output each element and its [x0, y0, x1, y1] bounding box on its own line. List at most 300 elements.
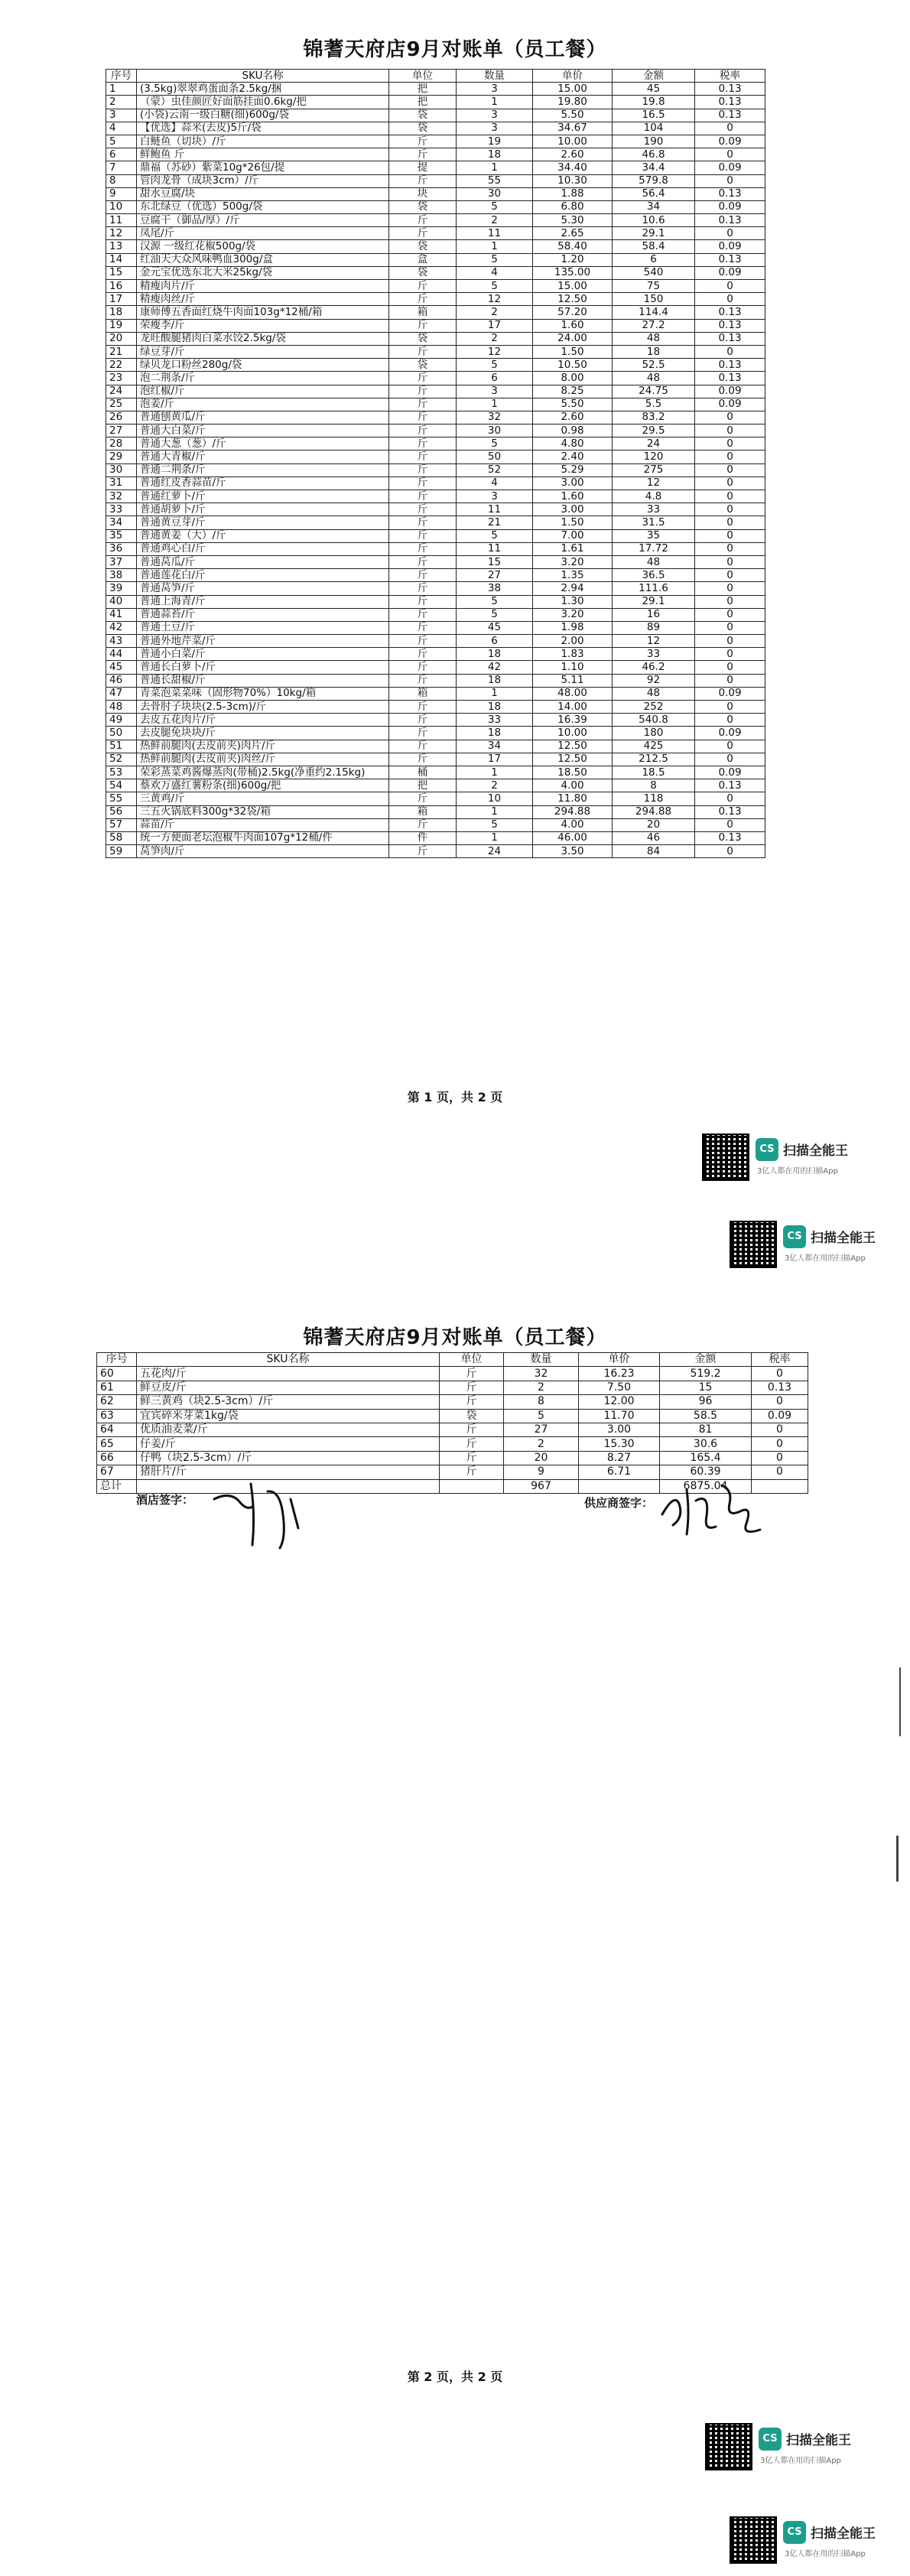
table-cell: 50: [106, 727, 137, 740]
table-cell: 斤: [389, 701, 457, 714]
table-cell: 0.09: [695, 240, 765, 253]
table-cell: 61: [97, 1381, 137, 1394]
table-cell: 5: [457, 359, 533, 372]
table-cell: 4: [457, 266, 533, 279]
table-cell: 56.4: [613, 187, 695, 200]
scan-edge-mark: [896, 1836, 899, 1882]
table-cell: 0.98: [533, 424, 613, 437]
table-cell: 1: [106, 83, 137, 96]
table-cell: 5: [457, 200, 533, 213]
table-cell: 32: [504, 1367, 579, 1381]
table-cell: 4: [457, 476, 533, 490]
table-row: [106, 450, 765, 463]
table-cell: 10: [457, 792, 533, 805]
table-cell: 46.2: [613, 661, 695, 674]
table-cell: 2.65: [533, 227, 613, 240]
table-cell: 0: [695, 463, 765, 476]
table-cell: 52: [106, 753, 137, 766]
table-cell: 12.50: [533, 293, 613, 306]
table-cell: 2.40: [533, 450, 613, 463]
table-cell: 38: [457, 582, 533, 595]
table-cell: 96: [660, 1395, 752, 1409]
table-row: [97, 1437, 808, 1451]
table-row: [106, 779, 765, 792]
table-cell: 斤: [440, 1395, 504, 1409]
column-header: SKU名称: [137, 1353, 440, 1367]
table-cell: 22: [106, 359, 137, 372]
table-cell: 18: [457, 148, 533, 161]
camscanner-tagline: 3亿人都在用的扫描App: [760, 2457, 841, 2465]
table-cell: 48: [613, 555, 695, 568]
table-cell: 甜水豆腐/块: [137, 187, 389, 200]
table-cell: 3.00: [533, 476, 613, 490]
table-cell: 6: [613, 253, 695, 266]
table-cell: 普通外地芹菜/斤: [137, 635, 389, 648]
table-cell: 0: [695, 635, 765, 648]
table-cell: 1.30: [533, 595, 613, 608]
table-cell: 普通大葱（葱）/斤: [137, 437, 389, 450]
table-cell: 34: [457, 740, 533, 753]
table-row: [106, 753, 765, 766]
table-cell: 11: [457, 503, 533, 516]
table-cell: 59: [106, 845, 137, 858]
table-cell: 39: [106, 582, 137, 595]
table-cell: 5.11: [533, 674, 613, 687]
table-cell: 优质油麦菜/斤: [137, 1423, 440, 1436]
table-cell: 5.30: [533, 214, 613, 227]
table-cell: 12.00: [579, 1395, 660, 1409]
table-cell: 普通长白萝卜/斤: [137, 661, 389, 674]
table-cell: 0.13: [695, 83, 765, 96]
table-cell: 1: [457, 805, 533, 818]
table-cell: 20: [504, 1451, 579, 1465]
table-cell: 0.13: [752, 1381, 808, 1394]
table-cell: 0: [695, 542, 765, 555]
table-cell: 1.35: [533, 569, 613, 582]
table-cell: 袋: [389, 266, 457, 279]
table-cell: 1: [457, 766, 533, 779]
table-cell: 38: [106, 569, 137, 582]
table-cell: 17.72: [613, 542, 695, 555]
table-header-row: [97, 1353, 808, 1367]
table-cell: 普通刨黄瓜/斤: [137, 411, 389, 424]
table-cell: 普通二荆条/斤: [137, 463, 389, 476]
table-row: [106, 319, 765, 332]
camscanner-tagline: 3亿人都在用的扫描App: [785, 1254, 866, 1263]
column-header: 单价: [579, 1353, 660, 1367]
table-cell: 0: [695, 608, 765, 621]
table-cell: 斤: [440, 1465, 504, 1479]
table-cell: 3.00: [579, 1423, 660, 1436]
table-cell: 275: [613, 463, 695, 476]
table-row: [106, 280, 765, 293]
table-cell: 0: [695, 411, 765, 424]
table-cell: 14.00: [533, 701, 613, 714]
table-cell: 斤: [440, 1451, 504, 1465]
table-cell: 32: [106, 490, 137, 503]
table-cell: 仔鸭（块2.5-3cm）/斤: [137, 1451, 440, 1465]
table-row: [106, 805, 765, 818]
table-cell: 37: [106, 555, 137, 568]
table-cell: 49: [106, 714, 137, 727]
table-row: [106, 122, 765, 135]
table-cell: 29.1: [613, 227, 695, 240]
table-cell: 27: [457, 569, 533, 582]
table-cell: （蒙）虫佳颜匠好面筋挂面0.6kg/把: [137, 96, 389, 109]
table-cell: 35: [106, 529, 137, 542]
column-header: 税率: [695, 70, 765, 83]
table-row: [106, 635, 765, 648]
table-cell: 135.00: [533, 266, 613, 279]
table-cell: 0: [695, 293, 765, 306]
table-cell: 斤: [389, 319, 457, 332]
table-cell: 0: [695, 621, 765, 634]
table-row: [106, 109, 765, 122]
table-cell: 1: [457, 240, 533, 253]
table-cell: 0.13: [695, 187, 765, 200]
table-cell: 7: [106, 161, 137, 174]
table-cell: 66: [97, 1451, 137, 1465]
table-cell: 9: [106, 187, 137, 200]
table-cell: 57: [106, 818, 137, 831]
table-cell: 把: [389, 83, 457, 96]
table-cell: 0: [695, 818, 765, 831]
table-cell: 54: [106, 779, 137, 792]
table-cell: 2.60: [533, 148, 613, 161]
hotel-signature: [206, 1469, 336, 1553]
table-cell: 27: [106, 424, 137, 437]
table-cell: 81: [660, 1423, 752, 1436]
table-cell: 7.50: [579, 1381, 660, 1394]
table-row: [106, 792, 765, 805]
table-cell: 去皮腿免块块/斤: [137, 727, 389, 740]
table-cell: 斤: [389, 714, 457, 727]
table-cell: 52: [457, 463, 533, 476]
table-cell: 50: [457, 450, 533, 463]
table-cell: 箱: [389, 805, 457, 818]
table-row: [106, 740, 765, 753]
table-row: [106, 437, 765, 450]
table-cell: 袋: [389, 240, 457, 253]
camscanner-logo-icon: CS: [783, 2521, 806, 2544]
table-cell: 967: [504, 1479, 579, 1493]
table-cell: [440, 1479, 504, 1493]
table-cell: 12: [457, 345, 533, 358]
table-cell: 16.5: [613, 109, 695, 122]
table-cell: 1.98: [533, 621, 613, 634]
table-cell: 84: [613, 845, 695, 858]
table-cell: 17: [106, 293, 137, 306]
table-cell: 康师傅五香面红烧牛肉面103g*12桶/箱: [137, 306, 389, 319]
column-header: 数量: [504, 1353, 579, 1367]
table-cell: 0.13: [695, 372, 765, 385]
table-cell: 32: [457, 411, 533, 424]
table-cell: 0: [695, 503, 765, 516]
table-row: [106, 845, 765, 858]
table-cell: 67: [97, 1465, 137, 1479]
table-cell: 41: [106, 608, 137, 621]
table-cell: 14: [106, 253, 137, 266]
table-cell: 0.09: [695, 161, 765, 174]
table-cell: 19.8: [613, 96, 695, 109]
table-cell: 斤: [389, 490, 457, 503]
camscanner-badge: [702, 1134, 893, 1182]
table-cell: 63: [97, 1409, 137, 1423]
camscanner-logo-icon: CS: [756, 1138, 778, 1161]
table-cell: 4.8: [613, 490, 695, 503]
table-cell: 16: [106, 280, 137, 293]
table-cell: 9: [504, 1465, 579, 1479]
table-cell: 15: [660, 1381, 752, 1394]
table-cell: 6: [457, 635, 533, 648]
table-row: [106, 542, 765, 555]
table-cell: 56: [106, 805, 137, 818]
table-row: [106, 661, 765, 674]
table-cell: 34.40: [533, 161, 613, 174]
table-cell: 0: [695, 450, 765, 463]
column-header: 金额: [660, 1353, 752, 1367]
camscanner-logo-icon: CS: [783, 1225, 806, 1248]
table-cell: 294.88: [613, 805, 695, 818]
table-row: [106, 200, 765, 213]
table-cell: 6: [106, 148, 137, 161]
table-row: [106, 766, 765, 779]
table-cell: 2: [457, 332, 533, 345]
qr-code-icon: [730, 2516, 777, 2564]
table-cell: 0: [752, 1423, 808, 1436]
table-cell: 三五火锅底料300g*32袋/箱: [137, 805, 389, 818]
table-cell: 33: [613, 648, 695, 661]
table-cell: 斤: [389, 608, 457, 621]
table-cell: 3: [457, 83, 533, 96]
table-cell: 金元宝优选东北大米25kg/袋: [137, 266, 389, 279]
table-row: [106, 529, 765, 542]
table-cell: 11: [457, 542, 533, 555]
table-cell: 0: [695, 648, 765, 661]
table-cell: 55: [106, 792, 137, 805]
table-cell: 10: [106, 200, 137, 213]
table-cell: 58.5: [660, 1409, 752, 1423]
table-cell: 10.00: [533, 135, 613, 148]
table-cell: 统一方便面老坛泡椒牛肉面107g*12桶/件: [137, 831, 389, 844]
table-cell: 180: [613, 727, 695, 740]
table-cell: 泡红椒/斤: [137, 385, 389, 398]
table-cell: 5.5: [613, 398, 695, 411]
camscanner-name: 扫描全能王: [786, 2433, 851, 2448]
table-cell: 17: [457, 753, 533, 766]
table-cell: 24: [106, 385, 137, 398]
column-header: 数量: [457, 70, 533, 83]
table-cell: 莴笋肉/斤: [137, 845, 389, 858]
table-cell: 斤: [440, 1423, 504, 1436]
table-cell: 2.94: [533, 582, 613, 595]
table-cell: 120: [613, 450, 695, 463]
table-cell: 83.2: [613, 411, 695, 424]
table-cell: 0: [695, 845, 765, 858]
table-cell: 斤: [389, 372, 457, 385]
table-cell: 24: [613, 437, 695, 450]
table-cell: 龙旺酸腿猪肉白菜水饺2.5kg/袋: [137, 332, 389, 345]
table-cell: 12.50: [533, 753, 613, 766]
table-cell: 普通红皮香蒜苗/斤: [137, 476, 389, 490]
table-cell: 1.61: [533, 542, 613, 555]
table-cell: 58.4: [613, 240, 695, 253]
table-cell: 斤: [389, 595, 457, 608]
table-cell: 1: [457, 96, 533, 109]
table-cell: 0.13: [695, 253, 765, 266]
table-cell: 0.13: [695, 805, 765, 818]
table-cell: 75: [613, 280, 695, 293]
table-cell: 斤: [389, 818, 457, 831]
table-cell: 箱: [389, 306, 457, 319]
table-cell: 212.5: [613, 753, 695, 766]
table-row: [106, 398, 765, 411]
table-cell: 0: [752, 1437, 808, 1451]
table-cell: 青菜泡菜菜味（固形物70%）10kg/箱: [137, 687, 389, 700]
table-cell: 19: [457, 135, 533, 148]
table-cell: 45: [457, 621, 533, 634]
table-cell: 0: [695, 714, 765, 727]
table-cell: 0: [695, 753, 765, 766]
table-cell: 绿贝龙口粉丝280g/袋: [137, 359, 389, 372]
table-cell: 34.4: [613, 161, 695, 174]
table-cell: 1.60: [533, 490, 613, 503]
table-cell: 25: [106, 398, 137, 411]
table-cell: 鲜豆皮/斤: [137, 1381, 440, 1394]
table-cell: 0.13: [695, 109, 765, 122]
table-cell: 3: [457, 109, 533, 122]
table-row: [106, 818, 765, 831]
statement-table-page-1: [106, 69, 765, 858]
table-cell: 0: [695, 701, 765, 714]
table-cell: 11: [457, 227, 533, 240]
table-cell: 斤: [389, 227, 457, 240]
table-row: [106, 674, 765, 687]
table-cell: 普通莴瓜/斤: [137, 555, 389, 568]
table-row: [106, 240, 765, 253]
table-cell: 斤: [389, 424, 457, 437]
table-cell: 1: [457, 398, 533, 411]
table-row: [106, 503, 765, 516]
table-cell: 15.30: [579, 1437, 660, 1451]
table-cell: 5: [457, 529, 533, 542]
table-cell: 汉源 一级红花椒500g/袋: [137, 240, 389, 253]
table-cell: 普通长甜椒/斤: [137, 674, 389, 687]
table-cell: 18: [106, 306, 137, 319]
table-cell: 118: [613, 792, 695, 805]
table-row: [106, 648, 765, 661]
table-cell: 0.13: [695, 96, 765, 109]
table-cell: 8: [106, 174, 137, 187]
table-cell: 斤: [389, 648, 457, 661]
table-row: [106, 266, 765, 279]
table-cell: (3.5kg)翠翠鸡蛋面条2.5kg/捆: [137, 83, 389, 96]
table-cell: 8.27: [579, 1451, 660, 1465]
table-cell: 30: [457, 424, 533, 437]
camscanner-badge: [730, 1221, 910, 1270]
table-row: [106, 569, 765, 582]
table-cell: 斤: [389, 621, 457, 634]
table-cell: 111.6: [613, 582, 695, 595]
table-cell: 24: [457, 845, 533, 858]
table-cell: 1.83: [533, 648, 613, 661]
table-row: [106, 332, 765, 345]
table-row: [97, 1409, 808, 1423]
camscanner-tagline: 3亿人都在用的扫描App: [785, 2550, 866, 2558]
table-cell: 48: [613, 372, 695, 385]
table-cell: 0: [695, 516, 765, 529]
table-row: [106, 83, 765, 96]
table-cell: 18.50: [533, 766, 613, 779]
table-cell: 4.00: [533, 779, 613, 792]
table-cell: 8: [613, 779, 695, 792]
table-cell: 鲜三黄鸡（块2.5-3cm）/斤: [137, 1395, 440, 1409]
table-cell: 26: [106, 411, 137, 424]
table-cell: 4.80: [533, 437, 613, 450]
table-cell: 0: [752, 1465, 808, 1479]
table-cell: 2: [504, 1437, 579, 1451]
table-cell: 普通大青椒/斤: [137, 450, 389, 463]
table-cell: 52.5: [613, 359, 695, 372]
table-cell: 0.13: [695, 214, 765, 227]
table-cell: 0: [695, 280, 765, 293]
table-row: [106, 595, 765, 608]
table-cell: 斤: [389, 582, 457, 595]
table-cell: 袋: [389, 109, 457, 122]
table-cell: 管肉龙骨（成块3cm）/斤: [137, 174, 389, 187]
table-cell: 盒: [389, 253, 457, 266]
table-cell: 斤: [389, 727, 457, 740]
camscanner-logo-icon: CS: [759, 2428, 782, 2451]
table-cell: 3.20: [533, 555, 613, 568]
page-1-title: 锦蓍天府店9月对账单（员工餐）: [303, 38, 607, 61]
table-cell: 白鲢鱼（切块）/斤: [137, 135, 389, 148]
table-cell: 29: [106, 450, 137, 463]
table-cell: 15: [106, 266, 137, 279]
table-cell: 0: [695, 595, 765, 608]
table-header-row: [106, 70, 765, 83]
table-cell: 45: [613, 83, 695, 96]
table-cell: 斤: [389, 635, 457, 648]
table-cell: 普通黄豆芽/斤: [137, 516, 389, 529]
table-cell: 件: [389, 831, 457, 844]
table-cell: 普通小白菜/斤: [137, 648, 389, 661]
table-cell: 5: [457, 608, 533, 621]
table-cell: 1.88: [533, 187, 613, 200]
table-cell: 精瘦肉片/斤: [137, 280, 389, 293]
table-cell: 3: [106, 109, 137, 122]
column-header: 单位: [440, 1353, 504, 1367]
table-cell: 65: [97, 1437, 137, 1451]
table-cell: 40: [106, 595, 137, 608]
table-cell: 5.50: [533, 398, 613, 411]
table-cell: 21: [106, 345, 137, 358]
table-cell: 热鲜前腿肉(去皮前夹)肉片/斤: [137, 740, 389, 753]
table-cell: 12: [613, 476, 695, 490]
table-cell: 44: [106, 648, 137, 661]
table-cell: 16.39: [533, 714, 613, 727]
table-cell: 0.09: [695, 766, 765, 779]
table-cell: 89: [613, 621, 695, 634]
table-cell: 64: [97, 1423, 137, 1436]
table-cell: 13: [106, 240, 137, 253]
table-cell: 5: [457, 253, 533, 266]
table-cell: 1: [457, 687, 533, 700]
table-cell: 15.00: [533, 83, 613, 96]
table-cell: 0.13: [695, 319, 765, 332]
table-cell: 29.5: [613, 424, 695, 437]
table-cell: 46: [613, 831, 695, 844]
